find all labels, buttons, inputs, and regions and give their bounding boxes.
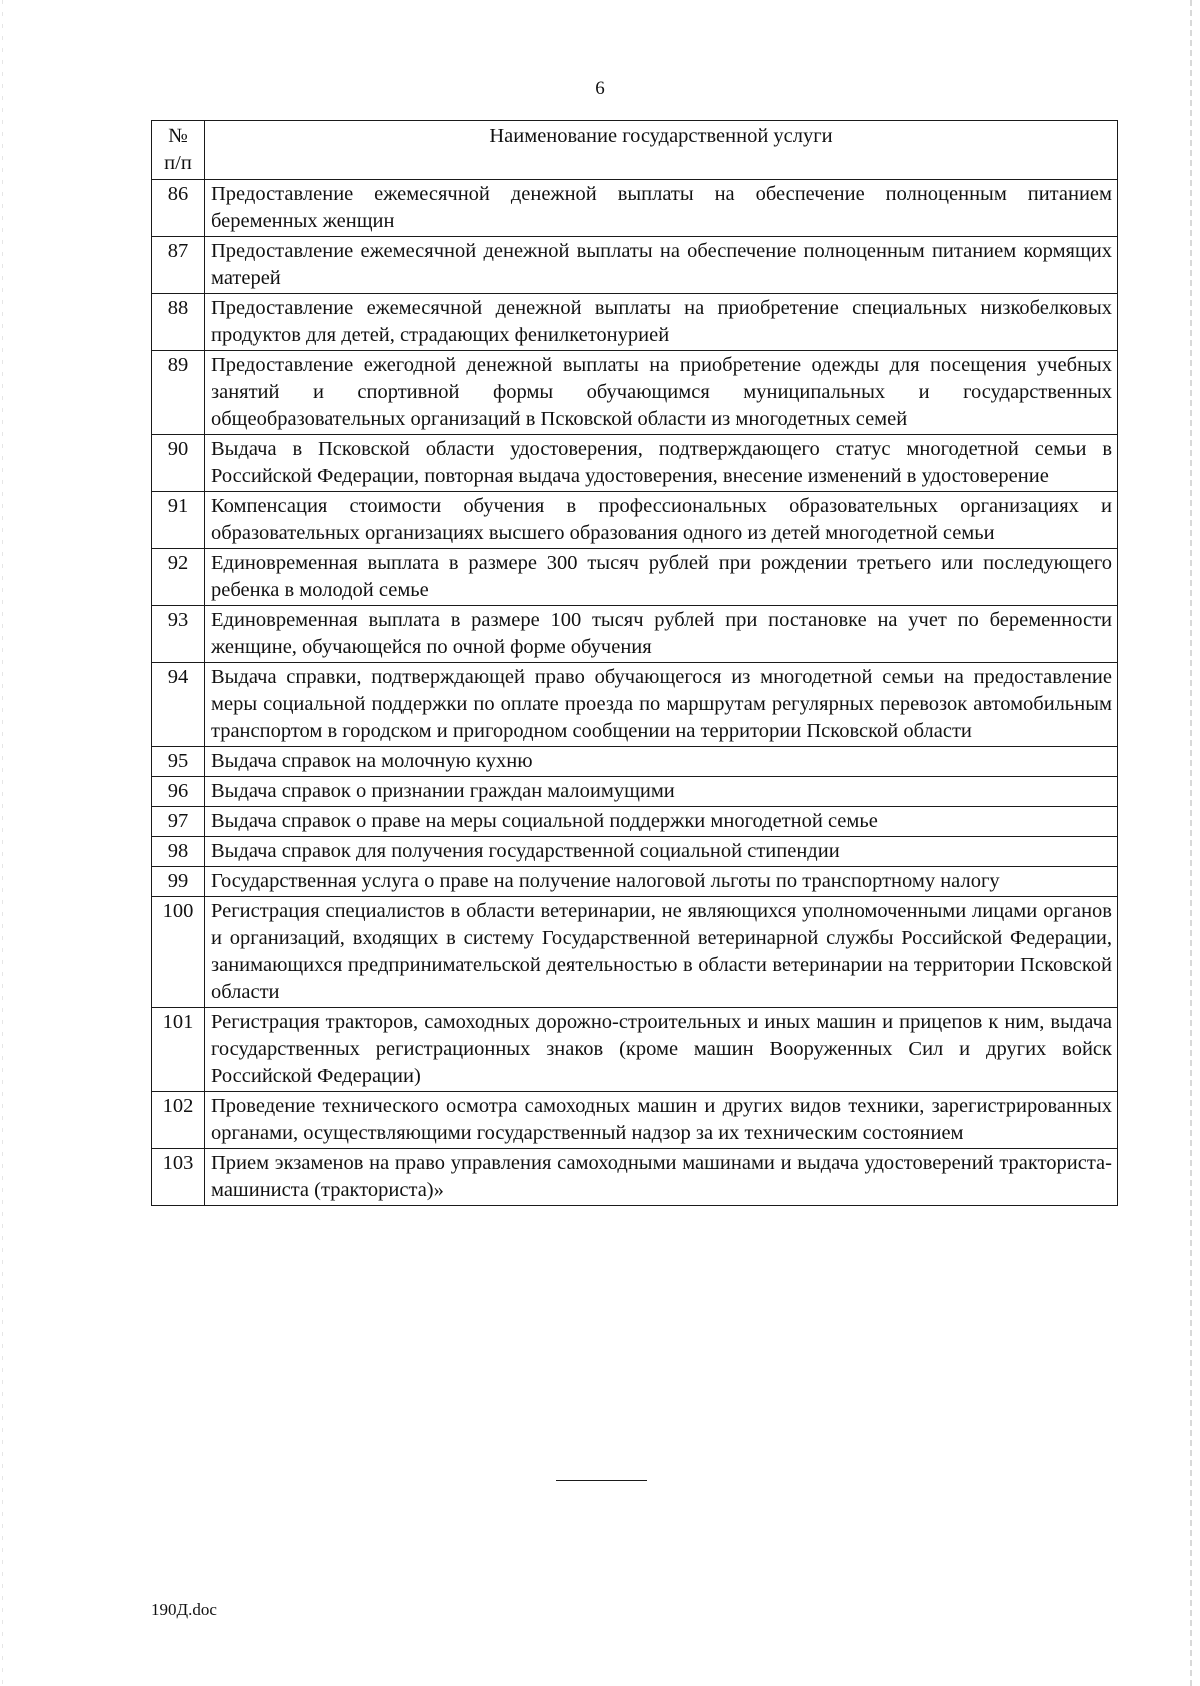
table-row — [152, 1092, 1118, 1149]
header-number-abbr: п/п — [164, 152, 192, 174]
row-service-name: Предоставление ежемесячной денежной выплаты на приобретение специальных низкобелковых продуктов для детей, страдающих фенилкетонурией — [205, 294, 1118, 351]
row-number: 97 — [152, 807, 205, 837]
row-service-name: Проведение технического осмотра самоходных машин и других видов техники, зарегистрированных органами, осуществляющими государственный надзор за их техническим состоянием — [205, 1092, 1118, 1149]
row-number: 86 — [152, 180, 205, 237]
row-service-name: Государственная услуга о праве на получение налоговой льготы по транспортному налогу — [205, 867, 1118, 897]
row-service-name: Единовременная выплата в размере 100 тысяч рублей при постановке на учет по беременности женщине, обучающейся по очной форме обучения — [205, 606, 1118, 663]
row-number: 96 — [152, 777, 205, 807]
row-service-name: Выдача справки, подтверждающей право обучающегося из многодетной семьи на предоставление меры социальной поддержки по оплате проезда по маршрутам регулярных перевозок автомобильным транспортом в городском и пригородном сообщении на территории Псковской области — [205, 663, 1118, 747]
row-number: 99 — [152, 867, 205, 897]
header-service-name: Наименование государственной услуги — [205, 121, 1118, 180]
row-number: 93 — [152, 606, 205, 663]
table-row — [152, 777, 1118, 807]
row-service-name: Выдача справок о признании граждан малоимущими — [205, 777, 1118, 807]
scan-edge-left — [2, 0, 3, 1686]
table-row — [152, 294, 1118, 351]
row-service-name: Компенсация стоимости обучения в профессиональных образовательных организациях и образовательных организациях высшего образования одного из детей многодетной семьи — [205, 492, 1118, 549]
row-number: 87 — [152, 237, 205, 294]
table-row — [152, 492, 1118, 549]
row-number: 94 — [152, 663, 205, 747]
row-number: 91 — [152, 492, 205, 549]
row-number: 88 — [152, 294, 205, 351]
header-number-symbol: № — [168, 125, 188, 147]
row-service-name: Регистрация тракторов, самоходных дорожно-строительных и иных машин и прицепов к ним, выдача государственных регистрационных знаков (кроме машин Вооруженных Сил и других войск Российской Федерации) — [205, 1008, 1118, 1092]
row-service-name: Прием экзаменов на право управления самоходными машинами и выдача удостоверений тракториста-машиниста (тракториста)» — [205, 1149, 1118, 1206]
row-number: 102 — [152, 1092, 205, 1149]
row-service-name: Выдача справок на молочную кухню — [205, 747, 1118, 777]
row-service-name: Предоставление ежемесячной денежной выплаты на обеспечение полноценным питанием кормящих матерей — [205, 237, 1118, 294]
row-service-name: Выдача справок для получения государственной социальной стипендии — [205, 837, 1118, 867]
row-number: 95 — [152, 747, 205, 777]
table-row — [152, 867, 1118, 897]
row-service-name: Регистрация специалистов в области ветеринарии, не являющихся уполномоченными лицами органов и организаций, входящих в систему Государственной ветеринарной службы Российской Федерации, занимающихся предпринимательской деятельностью в области ветеринарии на территории Псковской области — [205, 897, 1118, 1008]
table-row — [152, 435, 1118, 492]
table-row — [152, 747, 1118, 777]
row-service-name: Выдача справок о праве на меры социальной поддержки многодетной семье — [205, 807, 1118, 837]
row-number: 98 — [152, 837, 205, 867]
row-service-name: Предоставление ежегодной денежной выплаты на приобретение одежды для посещения учебных занятий и спортивной формы обучающимся муниципальных и государственных общеобразовательных организаций в Псковской области из многодетных семей — [205, 351, 1118, 435]
row-number: 103 — [152, 1149, 205, 1206]
file-name-footer: 190Д.doc — [151, 1600, 217, 1619]
end-separator-line — [556, 1480, 647, 1481]
table-row — [152, 663, 1118, 747]
row-service-name: Единовременная выплата в размере 300 тысяч рублей при рождении третьего или последующего ребенка в молодой семье — [205, 549, 1118, 606]
page-number: 6 — [595, 78, 605, 99]
table-row — [152, 549, 1118, 606]
row-number: 101 — [152, 1008, 205, 1092]
row-service-name: Предоставление ежемесячной денежной выплаты на обеспечение полноценным питанием беременных женщин — [205, 180, 1118, 237]
table-row — [152, 1149, 1118, 1206]
header-number — [152, 121, 205, 180]
row-number: 90 — [152, 435, 205, 492]
table-row — [152, 351, 1118, 435]
table-row — [152, 897, 1118, 1008]
table-row — [152, 837, 1118, 867]
table-row — [152, 237, 1118, 294]
table-row — [152, 807, 1118, 837]
row-number: 100 — [152, 897, 205, 1008]
table-row — [152, 606, 1118, 663]
table-header-row — [152, 121, 1118, 180]
table-row — [152, 180, 1118, 237]
row-service-name: Выдача в Псковской области удостоверения, подтверждающего статус многодетной семьи в Российской Федерации, повторная выдача удостоверения, внесение изменений в удостоверение — [205, 435, 1118, 492]
scan-edge-right — [1190, 0, 1192, 1686]
row-number: 89 — [152, 351, 205, 435]
row-number: 92 — [152, 549, 205, 606]
table-row — [152, 1008, 1118, 1092]
services-table — [151, 120, 1118, 1206]
